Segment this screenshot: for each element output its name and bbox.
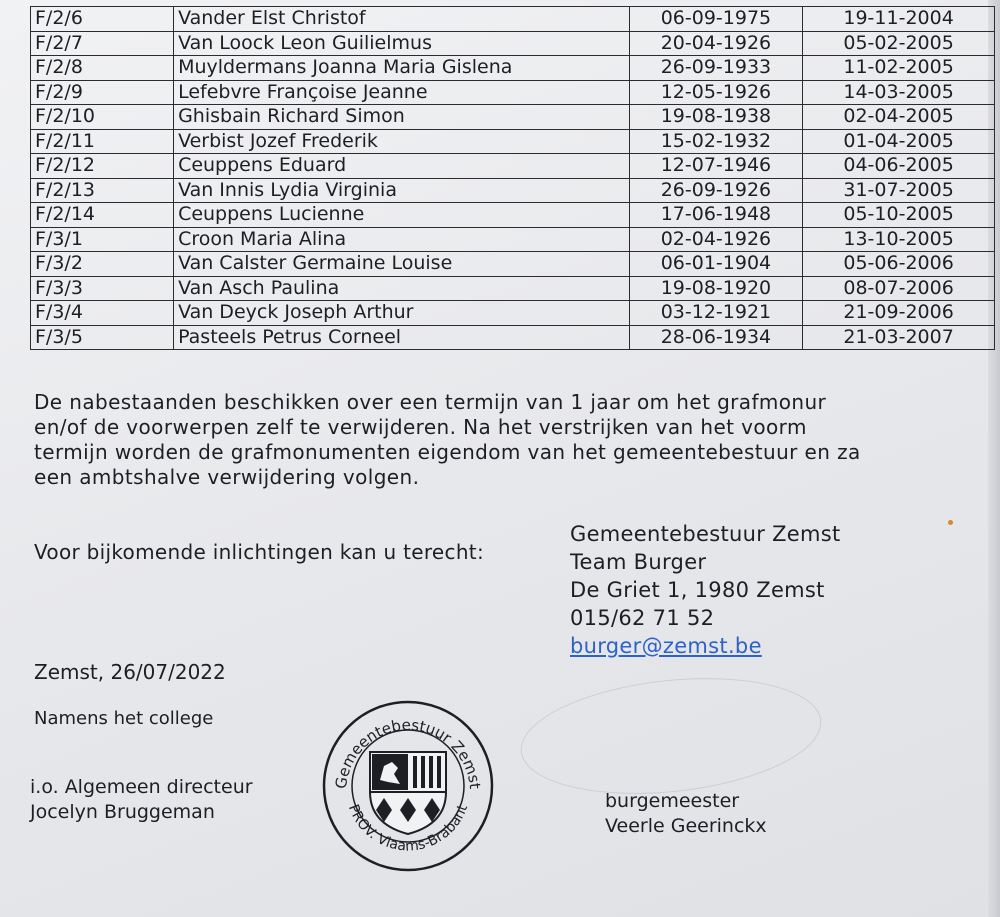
grave-code-cell: F/3/1 <box>31 227 174 252</box>
mayor-role: burgemeester <box>605 790 740 812</box>
death-date-cell: 02-04-2005 <box>803 105 995 130</box>
graves-table <box>30 6 995 350</box>
deceased-name-cell: Verbist Jozef Frederik <box>174 129 630 154</box>
death-date-cell: 05-06-2006 <box>803 252 995 277</box>
deceased-name-cell: Lefebvre Françoise Jeanne <box>174 80 630 105</box>
table-row <box>31 129 995 154</box>
birth-date-cell: 02-04-1926 <box>629 227 803 252</box>
grave-code-cell: F/2/14 <box>31 203 174 228</box>
paper-mark <box>948 520 953 525</box>
address-street: De Griet 1, 1980 Zemst <box>570 578 825 602</box>
death-date-cell: 19-11-2004 <box>803 7 995 32</box>
deceased-name-cell: Van Asch Paulina <box>174 276 630 301</box>
address-org: Gemeentebestuur Zemst <box>570 522 841 546</box>
birth-date-cell: 26-09-1926 <box>629 178 803 203</box>
birth-date-cell: 12-05-1926 <box>629 80 803 105</box>
mayor-name: Veerle Geerinckx <box>605 815 767 837</box>
seal-bottom-text: PROV. Vlaams-Brabant <box>344 802 472 855</box>
grave-code-cell: F/2/9 <box>31 80 174 105</box>
deceased-name-cell: Van Innis Lydia Virginia <box>174 178 630 203</box>
grave-code-cell: F/2/8 <box>31 56 174 81</box>
death-date-cell: 13-10-2005 <box>803 227 995 252</box>
table-row <box>31 252 995 277</box>
table-row <box>31 7 995 32</box>
table-row <box>31 56 995 81</box>
notice-paragraph <box>34 390 994 490</box>
info-label: Voor bijkomende inlichtingen kan u terecht: <box>34 540 484 564</box>
grave-code-cell: F/3/5 <box>31 325 174 350</box>
grave-code-cell: F/3/2 <box>31 252 174 277</box>
death-date-cell: 21-03-2007 <box>803 325 995 350</box>
birth-date-cell: 06-09-1975 <box>629 7 803 32</box>
table-row <box>31 105 995 130</box>
death-date-cell: 21-09-2006 <box>803 301 995 326</box>
grave-code-cell: F/2/12 <box>31 154 174 179</box>
coat-of-arms-icon <box>370 752 446 834</box>
director-signature-block <box>30 775 253 825</box>
table-row <box>31 203 995 228</box>
table-row <box>31 154 995 179</box>
grave-code-cell: F/2/11 <box>31 129 174 154</box>
death-date-cell: 04-06-2005 <box>803 154 995 179</box>
birth-date-cell: 15-02-1932 <box>629 129 803 154</box>
table-row <box>31 301 995 326</box>
grave-code-cell: F/3/3 <box>31 276 174 301</box>
birth-date-cell: 19-08-1920 <box>629 276 803 301</box>
municipal-seal <box>322 700 494 872</box>
table-row <box>31 325 995 350</box>
grave-code-cell: F/3/4 <box>31 301 174 326</box>
deceased-name-cell: Ghisbain Richard Simon <box>174 105 630 130</box>
grave-code-cell: F/2/6 <box>31 7 174 32</box>
death-date-cell: 14-03-2005 <box>803 80 995 105</box>
deceased-name-cell: Vander Elst Christof <box>174 7 630 32</box>
notice-line: De nabestaanden beschikken over een termijn van 1 jaar om het grafmonur <box>34 390 827 414</box>
table-row <box>31 80 995 105</box>
death-date-cell: 31-07-2005 <box>803 178 995 203</box>
birth-date-cell: 12-07-1946 <box>629 154 803 179</box>
address-phone: 015/62 71 52 <box>570 606 715 630</box>
grave-code-cell: F/2/13 <box>31 178 174 203</box>
deceased-name-cell: Muyldermans Joanna Maria Gislena <box>174 56 630 81</box>
grave-code-cell: F/2/10 <box>31 105 174 130</box>
deceased-name-cell: Pasteels Petrus Corneel <box>174 325 630 350</box>
deceased-name-cell: Ceuppens Eduard <box>174 154 630 179</box>
birth-date-cell: 03-12-1921 <box>629 301 803 326</box>
birth-date-cell: 26-09-1933 <box>629 56 803 81</box>
handwritten-signature <box>515 665 827 808</box>
deceased-name-cell: Van Loock Leon Guilielmus <box>174 31 630 56</box>
contact-address <box>570 520 841 660</box>
deceased-name-cell: Van Deyck Joseph Arthur <box>174 301 630 326</box>
death-date-cell: 05-02-2005 <box>803 31 995 56</box>
deceased-name-cell: Ceuppens Lucienne <box>174 203 630 228</box>
birth-date-cell: 17-06-1948 <box>629 203 803 228</box>
seal-top-text: Gemeentebestuur Zemst <box>331 715 484 790</box>
director-role: i.o. Algemeen directeur <box>30 776 253 798</box>
place-date: Zemst, 26/07/2022 <box>34 660 226 684</box>
table-row <box>31 227 995 252</box>
email-link[interactable]: burger@zemst.be <box>570 634 762 658</box>
deceased-name-cell: Croon Maria Alina <box>174 227 630 252</box>
address-team: Team Burger <box>570 550 707 574</box>
birth-date-cell: 28-06-1934 <box>629 325 803 350</box>
table-row <box>31 276 995 301</box>
death-date-cell: 08-07-2006 <box>803 276 995 301</box>
death-date-cell: 01-04-2005 <box>803 129 995 154</box>
birth-date-cell: 20-04-1926 <box>629 31 803 56</box>
birth-date-cell: 06-01-1904 <box>629 252 803 277</box>
table-row <box>31 31 995 56</box>
grave-code-cell: F/2/7 <box>31 31 174 56</box>
birth-date-cell: 19-08-1938 <box>629 105 803 130</box>
death-date-cell: 11-02-2005 <box>803 56 995 81</box>
director-name: Jocelyn Bruggeman <box>30 801 215 823</box>
death-date-cell: 05-10-2005 <box>803 203 995 228</box>
notice-line: termijn worden de grafmonumenten eigendom van het gemeentebestuur en za <box>34 440 861 464</box>
notice-line: een ambtshalve verwijdering volgen. <box>34 465 420 489</box>
table-row <box>31 178 995 203</box>
college-label: Namens het college <box>34 708 214 729</box>
notice-line: en/of de voorwerpen zelf te verwijderen. Na het verstrijken van het voorm <box>34 415 807 439</box>
mayor-signature-block <box>605 789 767 839</box>
deceased-name-cell: Van Calster Germaine Louise <box>174 252 630 277</box>
